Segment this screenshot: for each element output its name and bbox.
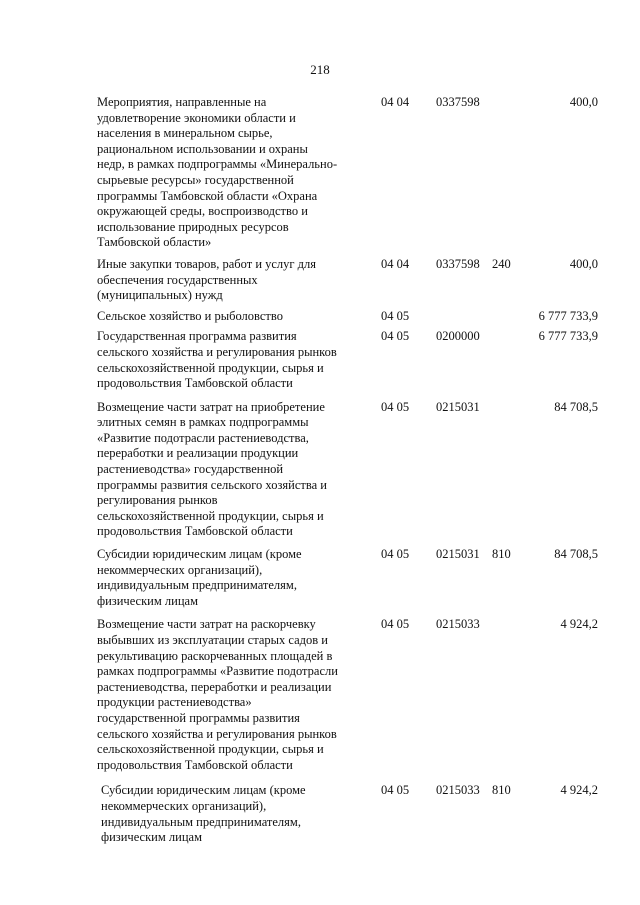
row-razdel: 04 05 [381,783,410,798]
row-csr: 0215031 [436,399,480,414]
row-name: Возмещение части затрат на раскорчевку выбывших из эксплуатации старых садов и рекультивацию раскорчеванных площадей в рамках подпрограммы «Развитие подотрасли растениеводства, переработки и реализации продукции растениеводства» государственной программы развития сельского хозяйства и регулирования рынков сельскохозяйственной продукции, сырья и продовольствия Тамбовской области [97,617,338,772]
table-row [0,547,640,609]
row-razdel: 04 05 [381,399,410,414]
row-name: Мероприятия, направленные на удовлетворение экономики области и населения в минеральном сырье, рациональном использовании и охраны недр, в рамках подпрограммы «Минерально- сырьевые ресурсы» государственной программы Тамбовской области «Охрана окружающей среды, воспроизводство и использование природных ресурсов Тамбовской области» [97,95,338,250]
row-amount: 84 708,5 [554,399,598,414]
row-name: Иные закупки товаров, работ и услуг для обеспечения государственных (муниципальных) нужд [97,256,317,303]
table-row [0,309,640,325]
table-row [0,257,640,304]
row-amount: 400,0 [569,95,598,109]
page-number: 218 [310,62,330,77]
row-csr: 0337598 [436,95,480,109]
row-csr: 0215033 [436,617,480,632]
row-csr: 0215033 [436,783,480,798]
row-razdel: 04 05 [381,547,410,562]
row-vr: 240 [492,256,511,271]
row-razdel: 04 04 [381,95,410,109]
row-vr: 810 [492,547,511,562]
row-razdel: 04 04 [381,256,410,271]
row-name: Субсидии юридическим лицам (кроме некоммерческих организаций), индивидуальным предпринимателям, физическим лицам [97,547,302,608]
row-razdel: 04 05 [381,617,410,632]
table-row [0,617,640,773]
row-name: Возмещение части затрат на приобретение элитных семян в рамках подпрограммы «Развитие подотрасли растениеводства, переработки и реализации продукции растениеводства» государственной программы развития сельского хозяйства и регулирования рынков сельскохозяйственной продукции, сырья и продовольствия Тамбовской области [97,399,327,539]
row-csr: 0337598 [436,256,480,271]
row-vr: 810 [492,783,511,798]
row-amount: 400,0 [569,256,598,271]
row-csr: 0215031 [436,547,480,562]
row-razdel: 04 05 [381,308,410,323]
row-amount: 6 777 733,9 [538,308,598,323]
row-amount: 4 924,2 [560,617,598,632]
row-amount: 6 777 733,9 [538,329,598,344]
row-amount: 84 708,5 [554,547,598,562]
table-row [0,95,640,251]
row-csr: 0200000 [436,329,480,344]
budget-table [0,95,640,846]
row-name: Сельское хозяйство и рыболовство [97,308,283,323]
table-row [0,400,640,540]
row-name: Субсидии юридическим лицам (кроме некоммерческих организаций), индивидуальным предпринимателям, физическим лицам [101,783,306,845]
row-amount: 4 924,2 [560,783,598,798]
row-razdel: 04 05 [381,329,410,344]
row-name: Государственная программа развития сельского хозяйства и регулирования рынков сельскохозяйственной продукции, сырья и продовольствия Тамбовской области [97,329,337,391]
table-row [0,329,640,391]
table-row [0,783,640,845]
